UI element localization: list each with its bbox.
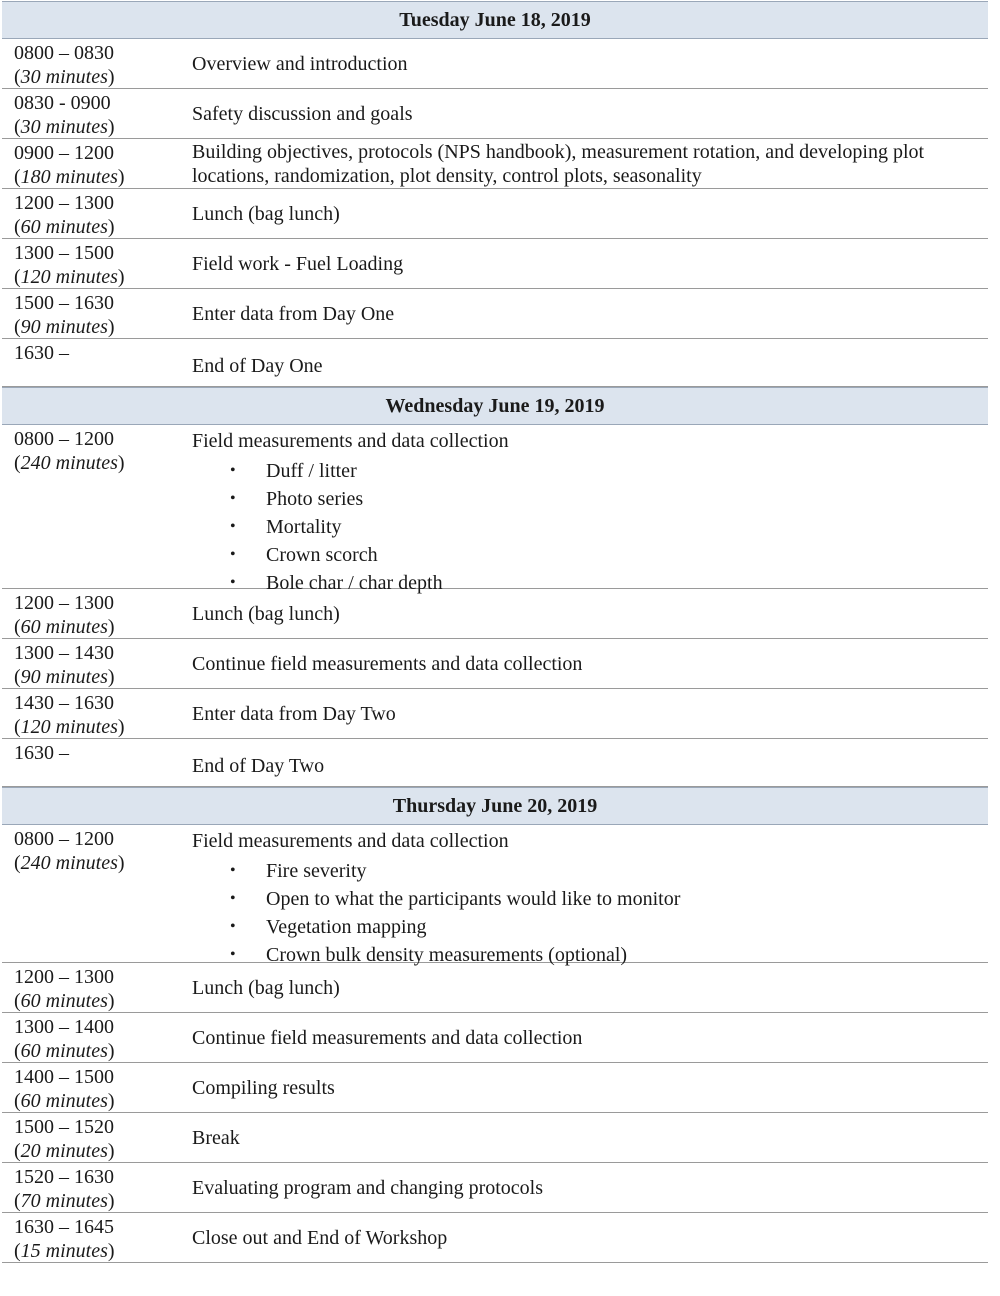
time-range: 0800 – 0830: [14, 42, 114, 64]
duration-value: 30 minutes: [20, 66, 108, 88]
time-range: 1630 –: [14, 742, 69, 764]
time-cell: [2, 825, 182, 962]
duration: (120 minutes): [14, 266, 125, 288]
bullet-icon: •: [230, 862, 236, 879]
duration-value: 60 minutes: [20, 216, 108, 238]
duration: (30 minutes): [14, 66, 115, 88]
description: [192, 1176, 543, 1200]
description: [192, 754, 324, 778]
description-cell: [182, 963, 988, 1012]
description-cell: [182, 739, 988, 786]
description-cell: [182, 1113, 988, 1162]
duration-value: 60 minutes: [20, 1040, 108, 1062]
time-range: 1630 – 1645: [14, 1216, 114, 1238]
schedule-table: [2, 1, 988, 1263]
bullet-item: [228, 913, 680, 941]
time-range: 1500 – 1520: [14, 1116, 114, 1138]
bullet-item: [228, 569, 509, 597]
description-cell: [182, 339, 988, 386]
day-section: [2, 787, 988, 1263]
bullet-icon: •: [230, 518, 236, 535]
bullet-item: [228, 857, 680, 885]
day-section: [2, 387, 988, 787]
bullet-text: Fire severity: [266, 860, 367, 882]
description-text: End of Day One: [192, 355, 323, 377]
duration: (60 minutes): [14, 616, 115, 638]
bullet-icon: •: [230, 946, 236, 963]
time-range: 1300 – 1430: [14, 642, 114, 664]
duration: (60 minutes): [14, 990, 115, 1012]
duration: (20 minutes): [14, 1140, 115, 1162]
time-cell: [2, 589, 182, 638]
schedule-row: [2, 89, 988, 139]
schedule-row: [2, 1063, 988, 1113]
duration-value: 240 minutes: [20, 852, 118, 874]
duration: (60 minutes): [14, 1040, 115, 1062]
description: [192, 52, 408, 76]
duration-value: 30 minutes: [20, 116, 108, 138]
time-cell: [2, 1013, 182, 1062]
description: [192, 202, 340, 226]
bullet-item: [228, 457, 509, 485]
description-cell: [182, 1013, 988, 1062]
bullet-item: [228, 941, 680, 969]
description: [192, 140, 988, 188]
schedule-row: [2, 1113, 988, 1163]
description: [192, 1226, 447, 1250]
time-range: 1300 – 1400: [14, 1016, 114, 1038]
bullet-list: [192, 457, 509, 597]
schedule-row: [2, 39, 988, 89]
duration: (240 minutes): [14, 452, 125, 474]
schedule-row: [2, 1213, 988, 1263]
description: [192, 1126, 240, 1150]
day-header: Thursday June 20, 2019: [2, 787, 988, 825]
bullet-text: Mortality: [266, 516, 342, 538]
day-header: Wednesday June 19, 2019: [2, 387, 988, 425]
duration: (240 minutes): [14, 852, 125, 874]
description-text: Safety discussion and goals: [192, 102, 413, 125]
day-section: [2, 1, 988, 387]
bullet-icon: •: [230, 574, 236, 591]
description-text: Overview and introduction: [192, 52, 408, 75]
duration: (120 minutes): [14, 716, 125, 738]
description: [192, 829, 680, 969]
bullet-text: Photo series: [266, 488, 364, 510]
time-range: 0900 – 1200: [14, 142, 114, 164]
duration: (60 minutes): [14, 1090, 115, 1112]
description-cell: [182, 639, 988, 688]
time-cell: [2, 739, 182, 786]
bullet-item: [228, 541, 509, 569]
duration: (15 minutes): [14, 1240, 115, 1262]
time-range: 1200 – 1300: [14, 966, 114, 988]
description-cell: [182, 289, 988, 338]
duration-value: 70 minutes: [20, 1190, 108, 1212]
description-text: Enter data from Day One: [192, 302, 395, 325]
time-range: 0800 – 1200: [14, 828, 114, 850]
description-text: Continue field measurements and data collection: [192, 652, 583, 675]
description-cell: [182, 1063, 988, 1112]
duration: (30 minutes): [14, 116, 115, 138]
bullet-item: [228, 513, 509, 541]
time-cell: [2, 39, 182, 88]
description-cell: [182, 239, 988, 288]
bullet-icon: •: [230, 546, 236, 563]
schedule-row: [2, 825, 988, 966]
duration: (90 minutes): [14, 316, 115, 338]
description-text: Lunch (bag lunch): [192, 202, 340, 225]
schedule-row: [2, 239, 988, 289]
duration-value: 60 minutes: [20, 990, 108, 1012]
bullet-text: Duff / litter: [266, 460, 357, 482]
time-cell: [2, 189, 182, 238]
schedule-row: [2, 139, 988, 189]
time-cell: [2, 1163, 182, 1212]
bullet-item: [228, 485, 509, 513]
description-cell: [182, 825, 988, 966]
description-text: Compiling results: [192, 1076, 335, 1099]
duration-value: 120 minutes: [20, 716, 118, 738]
time-range: 1200 – 1300: [14, 592, 114, 614]
duration-value: 15 minutes: [20, 1240, 108, 1262]
description-text: Building objectives, protocols (NPS handbook), measurement rotation, and developing plot locations, randomization, plot density, control plots, seasonality: [192, 140, 925, 187]
time-cell: [2, 689, 182, 738]
time-range: 0800 – 1200: [14, 428, 114, 450]
description: [192, 354, 323, 378]
time-range: 1200 – 1300: [14, 192, 114, 214]
bullet-item: [228, 885, 680, 913]
time-cell: [2, 963, 182, 1012]
duration: (90 minutes): [14, 666, 115, 688]
duration-value: 60 minutes: [20, 1090, 108, 1112]
schedule-row: [2, 339, 988, 387]
bullet-text: Open to what the participants would like to monitor: [266, 888, 681, 910]
description: [192, 1026, 582, 1050]
time-cell: [2, 339, 182, 386]
bullet-text: Crown scorch: [266, 544, 378, 566]
time-range: 0830 - 0900: [14, 92, 111, 114]
time-cell: [2, 1213, 182, 1262]
description: [192, 429, 509, 597]
duration-value: 180 minutes: [20, 166, 118, 188]
time-cell: [2, 1113, 182, 1162]
description-text: Lunch (bag lunch): [192, 602, 340, 625]
duration-value: 90 minutes: [20, 666, 108, 688]
time-cell: [2, 89, 182, 138]
description: [192, 1076, 335, 1100]
schedule-row: [2, 639, 988, 689]
description-cell: [182, 89, 988, 138]
time-range: 1500 – 1630: [14, 292, 114, 314]
duration-value: 90 minutes: [20, 316, 108, 338]
schedule-row: [2, 739, 988, 787]
duration: (60 minutes): [14, 216, 115, 238]
description-text: End of Day Two: [192, 755, 325, 777]
bullet-text: Crown bulk density measurements (optional): [266, 944, 628, 966]
time-range: 1300 – 1500: [14, 242, 114, 264]
description-cell: [182, 189, 988, 238]
time-range: 1430 – 1630: [14, 692, 114, 714]
schedule-row: [2, 425, 988, 594]
schedule-row: [2, 689, 988, 739]
description-text: Field work - Fuel Loading: [192, 252, 404, 275]
time-cell: [2, 639, 182, 688]
bullet-icon: •: [230, 490, 236, 507]
schedule-row: [2, 963, 988, 1013]
description-text: Enter data from Day Two: [192, 702, 396, 725]
time-cell: [2, 139, 182, 188]
description-cell: [182, 425, 988, 594]
duration-value: 20 minutes: [20, 1140, 108, 1162]
time-range: 1520 – 1630: [14, 1166, 114, 1188]
schedule-row: [2, 1013, 988, 1063]
description-text: Field measurements and data collection: [192, 430, 509, 452]
bullet-icon: •: [230, 890, 236, 907]
time-range: 1400 – 1500: [14, 1066, 114, 1088]
duration-value: 240 minutes: [20, 452, 118, 474]
bullet-icon: •: [230, 462, 236, 479]
schedule-row: [2, 289, 988, 339]
duration: (180 minutes): [14, 166, 125, 188]
duration: (70 minutes): [14, 1190, 115, 1212]
description-cell: [182, 1213, 988, 1262]
description-text: Close out and End of Workshop: [192, 1226, 448, 1249]
schedule-row: [2, 1163, 988, 1213]
description-text: Field measurements and data collection: [192, 830, 509, 852]
description: [192, 302, 394, 326]
duration-value: 120 minutes: [20, 266, 118, 288]
time-cell: [2, 239, 182, 288]
description-cell: [182, 1163, 988, 1212]
description: [192, 976, 340, 1000]
duration-value: 60 minutes: [20, 616, 108, 638]
description: [192, 102, 413, 126]
schedule-row: [2, 189, 988, 239]
description-text: Lunch (bag lunch): [192, 976, 340, 999]
bullet-list: [192, 857, 680, 969]
bullet-text: Bole char / char depth: [266, 572, 443, 594]
time-cell: [2, 1063, 182, 1112]
description-text: Break: [192, 1126, 240, 1149]
bullet-icon: •: [230, 918, 236, 935]
time-cell: [2, 425, 182, 588]
description-cell: [182, 689, 988, 738]
time-range: 1630 –: [14, 342, 69, 364]
description-text: Continue field measurements and data collection: [192, 1026, 583, 1049]
bullet-text: Vegetation mapping: [266, 916, 427, 938]
description: [192, 602, 340, 626]
description-text: Evaluating program and changing protocols: [192, 1176, 544, 1199]
day-header: Tuesday June 18, 2019: [2, 1, 988, 39]
description: [192, 652, 582, 676]
description: [192, 252, 403, 276]
description-cell: [182, 139, 988, 188]
time-cell: [2, 289, 182, 338]
description: [192, 702, 396, 726]
description-cell: [182, 39, 988, 88]
